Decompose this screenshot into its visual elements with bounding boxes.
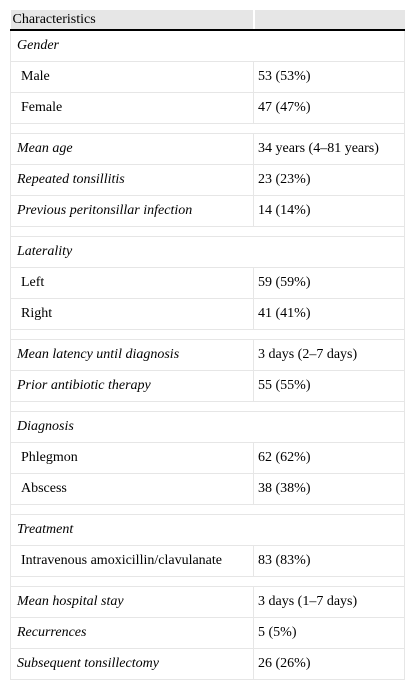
row-value-recurrences: 5 (5%)	[254, 618, 405, 649]
table-row	[11, 618, 405, 649]
spacer-row	[11, 577, 405, 587]
spacer-cell	[11, 505, 405, 515]
table-row	[11, 546, 405, 577]
row-label-abscess: Abscess	[11, 474, 254, 505]
table-row	[11, 340, 405, 371]
row-label-phlegmon: Phlegmon	[11, 443, 254, 474]
section-heading-gender: Gender	[11, 30, 405, 62]
row-label-mean-age: Mean age	[11, 134, 254, 165]
table-row	[11, 62, 405, 93]
spacer-row	[11, 330, 405, 340]
row-value-repeated-tonsillitis: 23 (23%)	[254, 165, 405, 196]
table-row	[11, 587, 405, 618]
section-row-gender	[11, 30, 405, 62]
row-value-male: 53 (53%)	[254, 62, 405, 93]
spacer-cell	[11, 402, 405, 412]
spacer-cell	[11, 330, 405, 340]
row-label-right: Right	[11, 299, 254, 330]
spacer-cell	[11, 577, 405, 587]
row-value-prior-antibiotic: 55 (55%)	[254, 371, 405, 402]
header-value	[254, 10, 405, 30]
section-row-diagnosis	[11, 412, 405, 443]
table-row	[11, 93, 405, 124]
table-row	[11, 165, 405, 196]
row-value-mean-age: 34 years (4–81 years)	[254, 134, 405, 165]
row-value-female: 47 (47%)	[254, 93, 405, 124]
table-row	[11, 134, 405, 165]
row-label-mean-hospital-stay: Mean hospital stay	[11, 587, 254, 618]
spacer-row	[11, 124, 405, 134]
table-row	[11, 299, 405, 330]
table-row	[11, 196, 405, 227]
spacer-cell	[11, 124, 405, 134]
row-value-iv-amoxicillin: 83 (83%)	[254, 546, 405, 577]
section-heading-laterality: Laterality	[11, 237, 405, 268]
header-characteristics: Characteristics	[11, 10, 254, 30]
row-value-right: 41 (41%)	[254, 299, 405, 330]
row-value-left: 59 (59%)	[254, 268, 405, 299]
characteristics-table	[10, 10, 405, 680]
section-heading-diagnosis: Diagnosis	[11, 412, 405, 443]
row-value-phlegmon: 62 (62%)	[254, 443, 405, 474]
section-row-laterality	[11, 237, 405, 268]
row-label-prior-antibiotic: Prior antibiotic therapy	[11, 371, 254, 402]
table-row	[11, 474, 405, 505]
spacer-row	[11, 402, 405, 412]
table-row	[11, 268, 405, 299]
row-label-male: Male	[11, 62, 254, 93]
row-label-iv-amoxicillin: Intravenous amoxicillin/clavulanate	[11, 546, 254, 577]
section-heading-treatment: Treatment	[11, 515, 405, 546]
row-label-repeated-tonsillitis: Repeated tonsillitis	[11, 165, 254, 196]
spacer-cell	[11, 227, 405, 237]
table-row	[11, 649, 405, 680]
row-value-subsequent-tonsillectomy: 26 (26%)	[254, 649, 405, 680]
spacer-row	[11, 227, 405, 237]
table-row	[11, 371, 405, 402]
table-row	[11, 443, 405, 474]
row-label-previous-peritonsillar: Previous peritonsillar infection	[11, 196, 254, 227]
row-label-left: Left	[11, 268, 254, 299]
row-value-mean-latency: 3 days (2–7 days)	[254, 340, 405, 371]
section-row-treatment	[11, 515, 405, 546]
row-value-abscess: 38 (38%)	[254, 474, 405, 505]
spacer-row	[11, 505, 405, 515]
row-label-female: Female	[11, 93, 254, 124]
row-value-mean-hospital-stay: 3 days (1–7 days)	[254, 587, 405, 618]
row-label-recurrences: Recurrences	[11, 618, 254, 649]
table-header-row	[11, 10, 405, 30]
row-label-mean-latency: Mean latency until diagnosis	[11, 340, 254, 371]
row-value-previous-peritonsillar: 14 (14%)	[254, 196, 405, 227]
row-label-subsequent-tonsillectomy: Subsequent tonsillectomy	[11, 649, 254, 680]
